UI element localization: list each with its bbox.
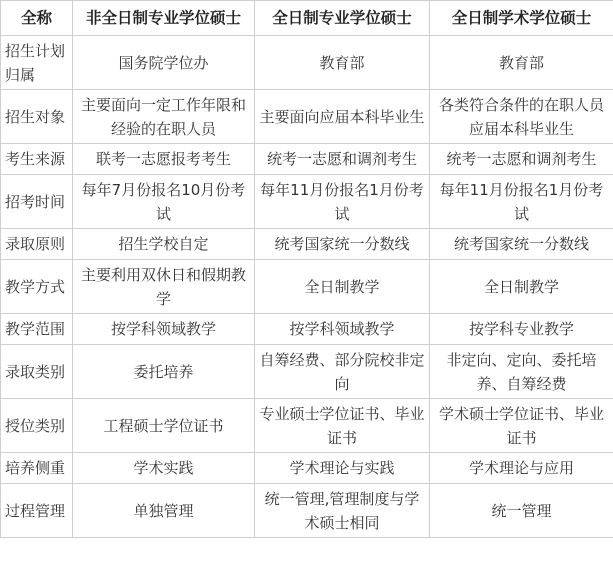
table-cell: 自筹经费、部分院校非定向 <box>255 345 430 399</box>
table-cell: 统考国家统一分数线 <box>255 229 430 260</box>
table-row <box>1 144 613 175</box>
table-cell: 按学科专业教学 <box>430 314 613 345</box>
header-cell-fullname: 全称 <box>1 1 73 36</box>
table-cell: 统一管理,管理制度与学术硕士相同 <box>255 484 430 538</box>
table-row <box>1 36 613 90</box>
table-row <box>1 90 613 144</box>
header-row <box>1 1 613 36</box>
row-label: 招考时间 <box>1 175 73 229</box>
table-cell: 非定向、定向、委托培养、自筹经费 <box>430 345 613 399</box>
table-row <box>1 260 613 314</box>
table-cell: 教育部 <box>430 36 613 90</box>
table-cell: 学术硕士学位证书、毕业证书 <box>430 399 613 453</box>
table-cell: 统考一志愿和调剂考生 <box>430 144 613 175</box>
row-label: 录取原则 <box>1 229 73 260</box>
table-cell: 全日制教学 <box>430 260 613 314</box>
table-cell: 每年11月份报名1月份考试 <box>430 175 613 229</box>
row-label: 授位类别 <box>1 399 73 453</box>
table-row <box>1 175 613 229</box>
table-cell: 学术理论与实践 <box>255 453 430 484</box>
row-label: 教学方式 <box>1 260 73 314</box>
table-row <box>1 453 613 484</box>
row-label: 培养侧重 <box>1 453 73 484</box>
table-cell: 工程硕士学位证书 <box>73 399 255 453</box>
table-cell: 统考一志愿和调剂考生 <box>255 144 430 175</box>
table-row <box>1 399 613 453</box>
row-label: 教学范围 <box>1 314 73 345</box>
table-cell: 按学科领域教学 <box>255 314 430 345</box>
table-row <box>1 229 613 260</box>
table-cell: 学术实践 <box>73 453 255 484</box>
row-label: 录取类别 <box>1 345 73 399</box>
row-label: 过程管理 <box>1 484 73 538</box>
table-row <box>1 314 613 345</box>
table-cell: 统考国家统一分数线 <box>430 229 613 260</box>
row-label: 招生计划归属 <box>1 36 73 90</box>
table-cell: 单独管理 <box>73 484 255 538</box>
table-cell: 按学科领域教学 <box>73 314 255 345</box>
table-cell: 每年11月份报名1月份考试 <box>255 175 430 229</box>
header-cell-fulltime-academic: 全日制学术学位硕士 <box>430 1 613 36</box>
table-cell: 专业硕士学位证书、毕业证书 <box>255 399 430 453</box>
header-cell-parttime-professional: 非全日制专业学位硕士 <box>73 1 255 36</box>
table-cell: 主要面向一定工作年限和经验的在职人员 <box>73 90 255 144</box>
table-cell: 各类符合条件的在职人员应届本科毕业生 <box>430 90 613 144</box>
header-cell-fulltime-professional: 全日制专业学位硕士 <box>255 1 430 36</box>
table-cell: 统一管理 <box>430 484 613 538</box>
table-cell: 学术理论与应用 <box>430 453 613 484</box>
table-cell: 国务院学位办 <box>73 36 255 90</box>
row-label: 考生来源 <box>1 144 73 175</box>
table-cell: 招生学校自定 <box>73 229 255 260</box>
table-cell: 联考一志愿报考考生 <box>73 144 255 175</box>
table-cell: 全日制教学 <box>255 260 430 314</box>
table-row <box>1 345 613 399</box>
table-cell: 委托培养 <box>73 345 255 399</box>
row-label: 招生对象 <box>1 90 73 144</box>
table-cell: 教育部 <box>255 36 430 90</box>
table-cell: 主要面向应届本科毕业生 <box>255 90 430 144</box>
table-row <box>1 484 613 538</box>
table-cell: 主要利用双休日和假期教学 <box>73 260 255 314</box>
table-cell: 每年7月份报名10月份考试 <box>73 175 255 229</box>
